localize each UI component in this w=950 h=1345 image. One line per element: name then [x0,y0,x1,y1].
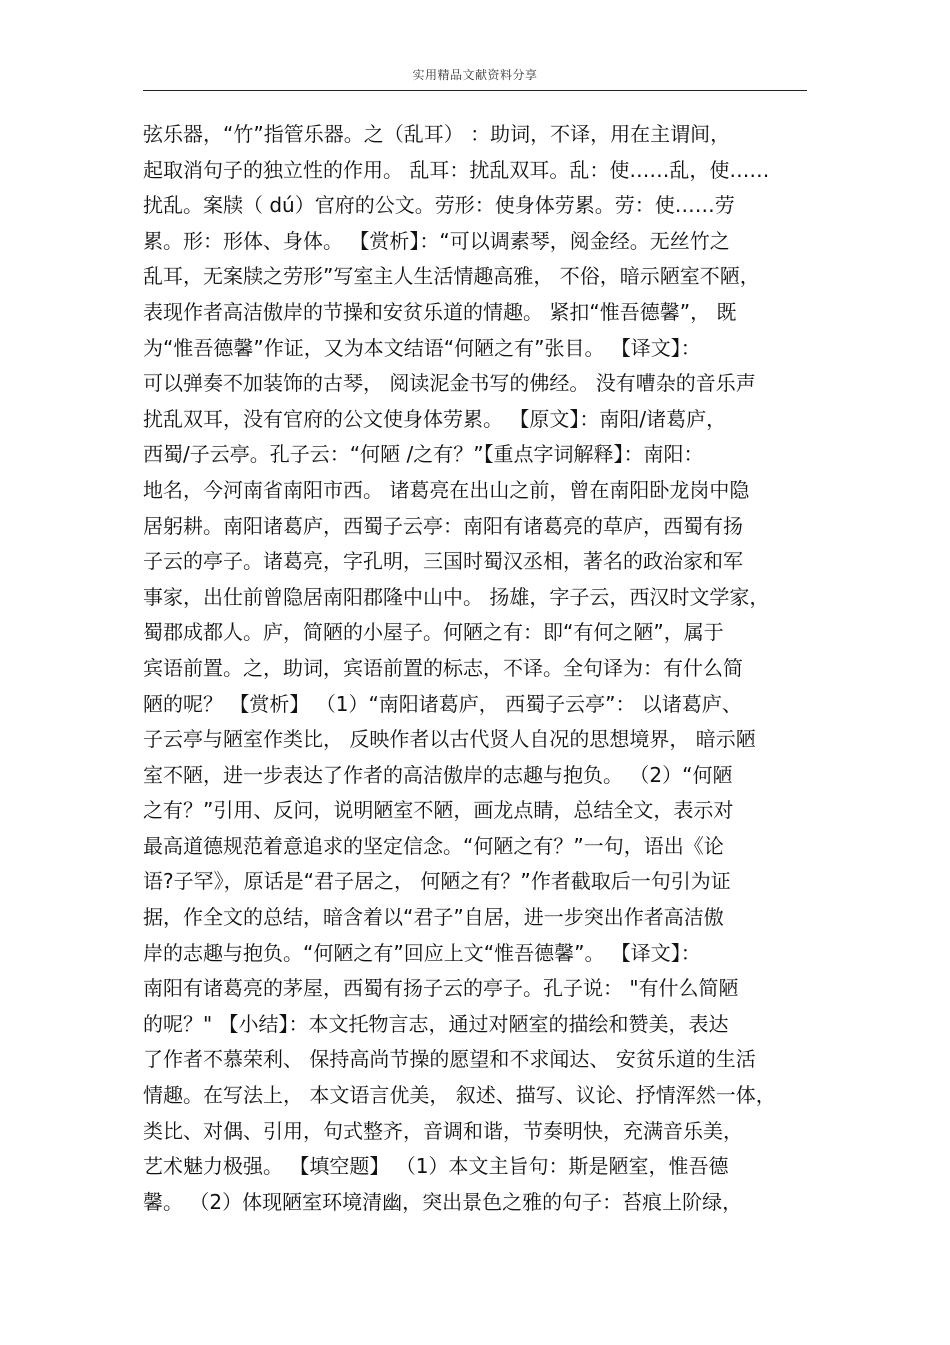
text-line: 起取消句子的独立性的作用。 乱耳：扰乱双耳。乱：使……乱，使…… [143,157,770,182]
text-line: 艺术魅力极强。 【填空题】 （1）本文主旨句：斯是陋室，惟吾德 [143,1154,729,1179]
text-line: 语?子罕》，原话是“君子居之， 何陋之有？”作者截取后一句引为证 [143,869,731,894]
text-line: 事家，出仕前曾隐居南阳郡隆中山中。 扬雄，字子云，西汉时文学家， [143,584,770,609]
text-line: 的呢？" 【小结】：本文托物言志，通过对陋室的描绘和赞美，表达 [143,1011,729,1036]
text-line: 累。形：形体、身体。 【赏析】：“可以调素琴，阅金经。无丝竹之 [143,228,730,253]
text-line: 扰乱双耳，没有官府的公文使身体劳累。 【原文】：南阳/诸葛庐， [143,406,727,431]
text-line: 情趣。在写法上， 本文语言优美， 叙述、描写、议论、抒情浑然一体， [143,1083,776,1108]
text-line: 乱耳，无案牍之劳形”写室主人生活情趣高雅， 不俗，暗示陋室不陋， [143,264,760,289]
text-line: 蜀郡成都人。庐，简陋的小屋子。何陋之有：即“有何之陋”，属于 [143,620,724,645]
text-line: 类比、对偶、引用，句式整齐，音调和谐，节奏明快，充满音乐美， [143,1118,743,1143]
text-line: 宾语前置。之，助词，宾语前置的标志，不译。全句译为：有什么简 [143,655,743,680]
text-line: 地名，今河南省南阳市西。 诸葛亮在出山之前，曾在南阳卧龙岗中隐 [143,477,750,502]
text-line: 最高道德规范着意追求的坚定信念。“何陋之有？”一句，语出《论 [143,833,724,858]
text-line: 岸的志趣与抱负。“何陋之有”回应上文“惟吾德馨”。 【译文】： [143,940,701,965]
text-line: 表现作者高洁傲岸的节操和安贫乐道的情趣。 紧扣“惟吾德馨”， 既 [143,299,737,324]
page-header-title: 实用精品文献资料分享 [412,68,538,82]
text-line: 子云的亭子。诸葛亮，字孔明，三国时蜀汉丞相，著名的政治家和军 [143,549,743,574]
text-line: 居躬耕。南阳诸葛庐，西蜀子云亭：南阳有诸葛亮的草庐，西蜀有扬 [143,513,743,538]
text-line: 西蜀/子云亭。孔子云：“何陋 /之有？”【重点字词解释】：南阳： [143,442,704,467]
text-line: 为“惟吾德馨”作证，又为本文结语“何陋之有”张目。 【译文】： [143,335,701,360]
header-divider [143,90,807,91]
text-line: 陋的呢？ 【赏析】 （1）“南阳诸葛庐， 西蜀子云亭”： 以诸葛庐、 [143,691,742,716]
text-line: 子云亭与陋室作类比， 反映作者以古代贤人自况的思想境界， 暗示陋 [143,727,756,752]
text-line: 了作者不慕荣利、 保持高尚节操的愿望和不求闻达、 安贫乐道的生活 [143,1047,756,1072]
body-text [143,117,823,1220]
text-line: 据，作全文的总结，暗含着以“君子”自居，进一步突出作者高洁傲 [143,905,724,930]
text-line: 之有？”引用、反问，说明陋室不陋，画龙点睛，总结全文，表示对 [143,798,734,823]
text-line: 南阳有诸葛亮的茅屋，西蜀有扬子云的亭子。孔子说： "有什么简陋 [143,976,739,1001]
text-line: 扰乱。案牍（ dú）官府的公文。劳形：使身体劳累。劳：使……劳 [143,193,735,218]
text-line: 馨。 （2）体现陋室环境清幽，突出景色之雅的句子：苔痕上阶绿， [143,1189,743,1214]
text-line: 室不陋，进一步表达了作者的高洁傲岸的志趣与抱负。 （2）“何陋 [143,762,733,787]
text-line: 可以弹奏不加装饰的古琴， 阅读泥金书写的佛经。 没有嘈杂的音乐声 [143,371,756,396]
text-line: 弦乐器，“竹”指管乐器。之（乱耳） ：助词，不译，用在主谓间， [143,122,731,146]
